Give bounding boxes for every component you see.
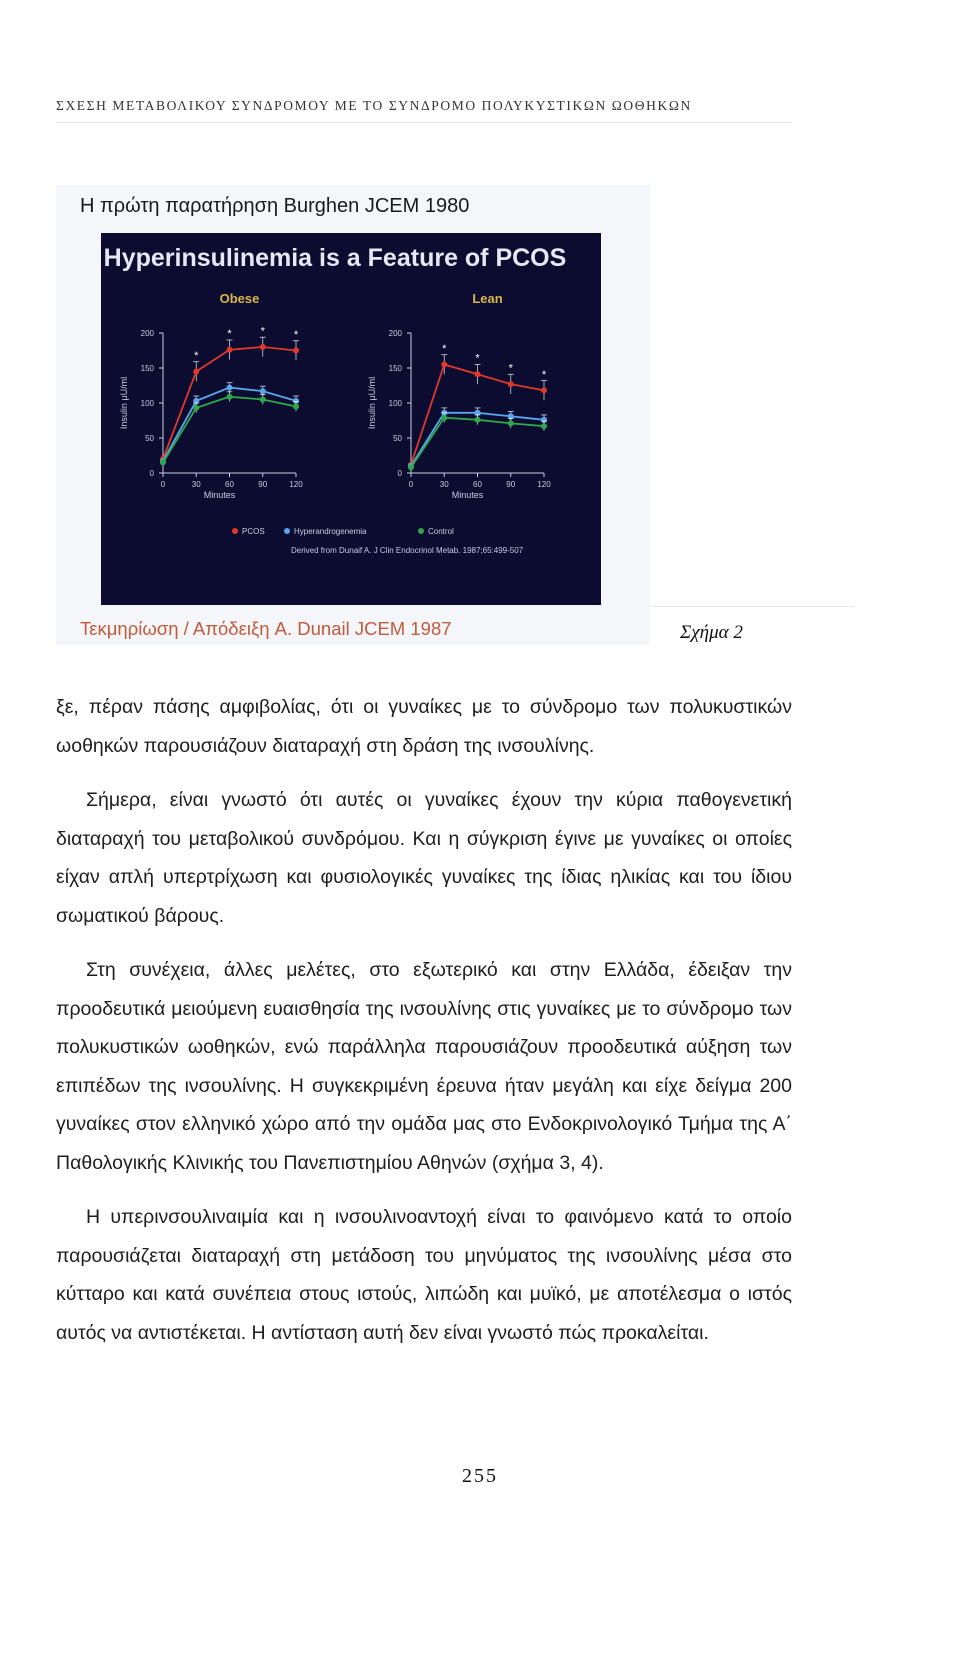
data-point bbox=[541, 387, 547, 393]
page-number: 255 bbox=[462, 1465, 498, 1487]
data-point bbox=[193, 369, 199, 375]
chart-panel-obese bbox=[119, 291, 303, 500]
x-tick-label: 60 bbox=[225, 480, 234, 489]
significance-marker: * bbox=[227, 328, 232, 341]
x-tick-label: 30 bbox=[191, 480, 201, 489]
chart-panel-lean bbox=[367, 291, 551, 500]
legend-swatch bbox=[418, 528, 424, 534]
data-point bbox=[508, 381, 514, 387]
y-tick-label: 100 bbox=[388, 399, 402, 408]
data-point bbox=[227, 394, 233, 400]
data-point bbox=[227, 347, 233, 353]
data-point bbox=[293, 348, 299, 354]
data-point bbox=[508, 420, 514, 426]
data-point bbox=[408, 464, 414, 470]
legend-label: Control bbox=[428, 527, 454, 536]
panel-title: Obese bbox=[219, 291, 260, 306]
significance-marker: * bbox=[508, 362, 513, 375]
data-point bbox=[260, 388, 266, 394]
data-point bbox=[475, 417, 481, 423]
data-point bbox=[475, 371, 481, 377]
y-tick-label: 150 bbox=[140, 364, 154, 373]
paragraph-2: Σήμερα, είναι γνωστό ότι αυτές οι γυναίκες έχουν την κύρια παθογενετική διαταραχή του μεταβολικού συνδρόμου. Και η σύγκριση έγινε με γυναίκες οι οποίες είχαν απλή υπερτρίχωση και φυσιολογικές γυναίκες της ίδιας ηλικίας και του ίδιου σωματικού βάρους. bbox=[56, 789, 792, 927]
data-point bbox=[293, 404, 299, 410]
x-tick-label: 90 bbox=[506, 480, 516, 489]
figure-source-caption: Τεκμηρίωση / Απόδειξη A. Dunail JCEM 1987 bbox=[80, 618, 452, 639]
figure-slide bbox=[101, 233, 601, 605]
paragraph-3: Στη συνέχεια, άλλες μελέτες, στο εξωτερικό και στην Ελλάδα, έδειξαν την προοδευτικά μειούμενη ευαισθησία της ινσουλίνης στις γυναίκες με το σύνδρομο των πολυκυστικών ωοθηκών, ενώ παράλληλα παρουσιάζουν προοδευτικά αύξηση των επιπέδων της ινσουλίνης. Η συγκεκριμένη έρευνα ήταν μεγάλη και είχε δείγμα 200 γυναίκες στον ελληνικό χώρο από την ομάδα μας στο Ενδοκρινολογικό Τμήμα της Α΄ Παθολογικής Κλινικής του Πανεπιστημίου Αθηνών (σχήμα 3, 4). bbox=[56, 959, 792, 1174]
paragraph-4: Η υπερινσουλιναιμία και η ινσουλινοαντοχή είναι το φαινόμενο κατά το οποίο παρουσιάζεται διαταραχή στη μετάδοση του μηνύματος της ινσουλίνης μέσα στο κύτταρο και κατά συνέπεια στους ιστούς, λιπώδη και μυϊκό, με αποτέλεσμα ο ιστός αυτός να αντιστέκεται. Η αντίσταση αυτή δεν είναι γνωστό πώς προκαλείται. bbox=[56, 1206, 792, 1344]
x-tick-label: 0 bbox=[408, 480, 414, 489]
x-tick-label: 120 bbox=[537, 480, 551, 489]
series-line-control bbox=[411, 418, 544, 468]
panel-title: Lean bbox=[472, 291, 503, 306]
data-point bbox=[441, 362, 447, 368]
y-tick-label: 50 bbox=[145, 434, 154, 443]
x-tick-label: 60 bbox=[473, 480, 482, 489]
paragraph-1: ξε, πέραν πάσης αμφιβολίας, ότι οι γυναίκες με το σύνδρομο των πολυκυστικών ωοθηκών παρουσιάζουν διαταραχή στη δράση της ινσουλίνης. bbox=[56, 696, 792, 757]
chart-legend bbox=[232, 527, 454, 536]
data-point bbox=[227, 385, 233, 391]
figure-rule bbox=[650, 606, 855, 607]
x-axis-label: Minutes bbox=[203, 490, 236, 500]
significance-marker: * bbox=[194, 349, 199, 362]
x-tick-label: 30 bbox=[439, 480, 449, 489]
legend-label: Hyperandrogenemia bbox=[294, 527, 367, 536]
slide-title: Hyperinsulinemia is a Feature of PCOS bbox=[103, 244, 567, 272]
significance-marker: * bbox=[442, 342, 447, 355]
y-tick-label: 100 bbox=[140, 399, 154, 408]
slide-credit: Derived from Dunaif A. J Clin Endocrinol Metab. 1987;65:499-507 bbox=[291, 546, 524, 555]
data-point bbox=[260, 397, 266, 403]
y-tick-label: 200 bbox=[388, 329, 402, 338]
significance-marker: * bbox=[475, 352, 480, 365]
figure-label: Σχήμα 2 bbox=[680, 622, 743, 643]
x-axis-label: Minutes bbox=[451, 490, 484, 500]
data-point bbox=[441, 415, 447, 421]
data-point bbox=[160, 460, 166, 466]
y-tick-label: 150 bbox=[388, 364, 402, 373]
y-tick-label: 0 bbox=[149, 469, 154, 478]
data-point bbox=[541, 423, 547, 429]
data-point bbox=[260, 344, 266, 350]
data-point bbox=[193, 405, 199, 411]
y-tick-label: 0 bbox=[397, 469, 402, 478]
legend-swatch bbox=[232, 528, 238, 534]
x-tick-label: 90 bbox=[258, 480, 268, 489]
significance-marker: * bbox=[260, 325, 265, 338]
y-axis-label: Insulin µU/ml bbox=[119, 376, 129, 430]
x-tick-label: 120 bbox=[289, 480, 303, 489]
y-tick-label: 50 bbox=[393, 434, 402, 443]
running-head: ΣΧΕΣΗ ΜΕΤΑΒΟΛΙΚΟΥ ΣΥΝΔΡΟΜΟΥ ΜΕ ΤΟ ΣΥΝΔΡΟΜΟ ΠΟΛΥΚΥΣΤΙΚΩΝ ΩΟΘΗΚΩΝ bbox=[56, 98, 692, 113]
body-text bbox=[56, 688, 792, 1368]
header-rule bbox=[56, 122, 792, 123]
figure-caption-top: Η πρώτη παρατήρηση Burghen JCEM 1980 bbox=[80, 195, 470, 217]
y-axis-label: Insulin µU/ml bbox=[367, 376, 377, 430]
x-tick-label: 0 bbox=[160, 480, 166, 489]
y-tick-label: 200 bbox=[140, 329, 154, 338]
legend-swatch bbox=[284, 528, 290, 534]
legend-label: PCOS bbox=[242, 527, 265, 536]
insulin-chart bbox=[101, 233, 601, 605]
significance-marker: * bbox=[293, 328, 299, 341]
significance-marker: * bbox=[541, 368, 547, 381]
